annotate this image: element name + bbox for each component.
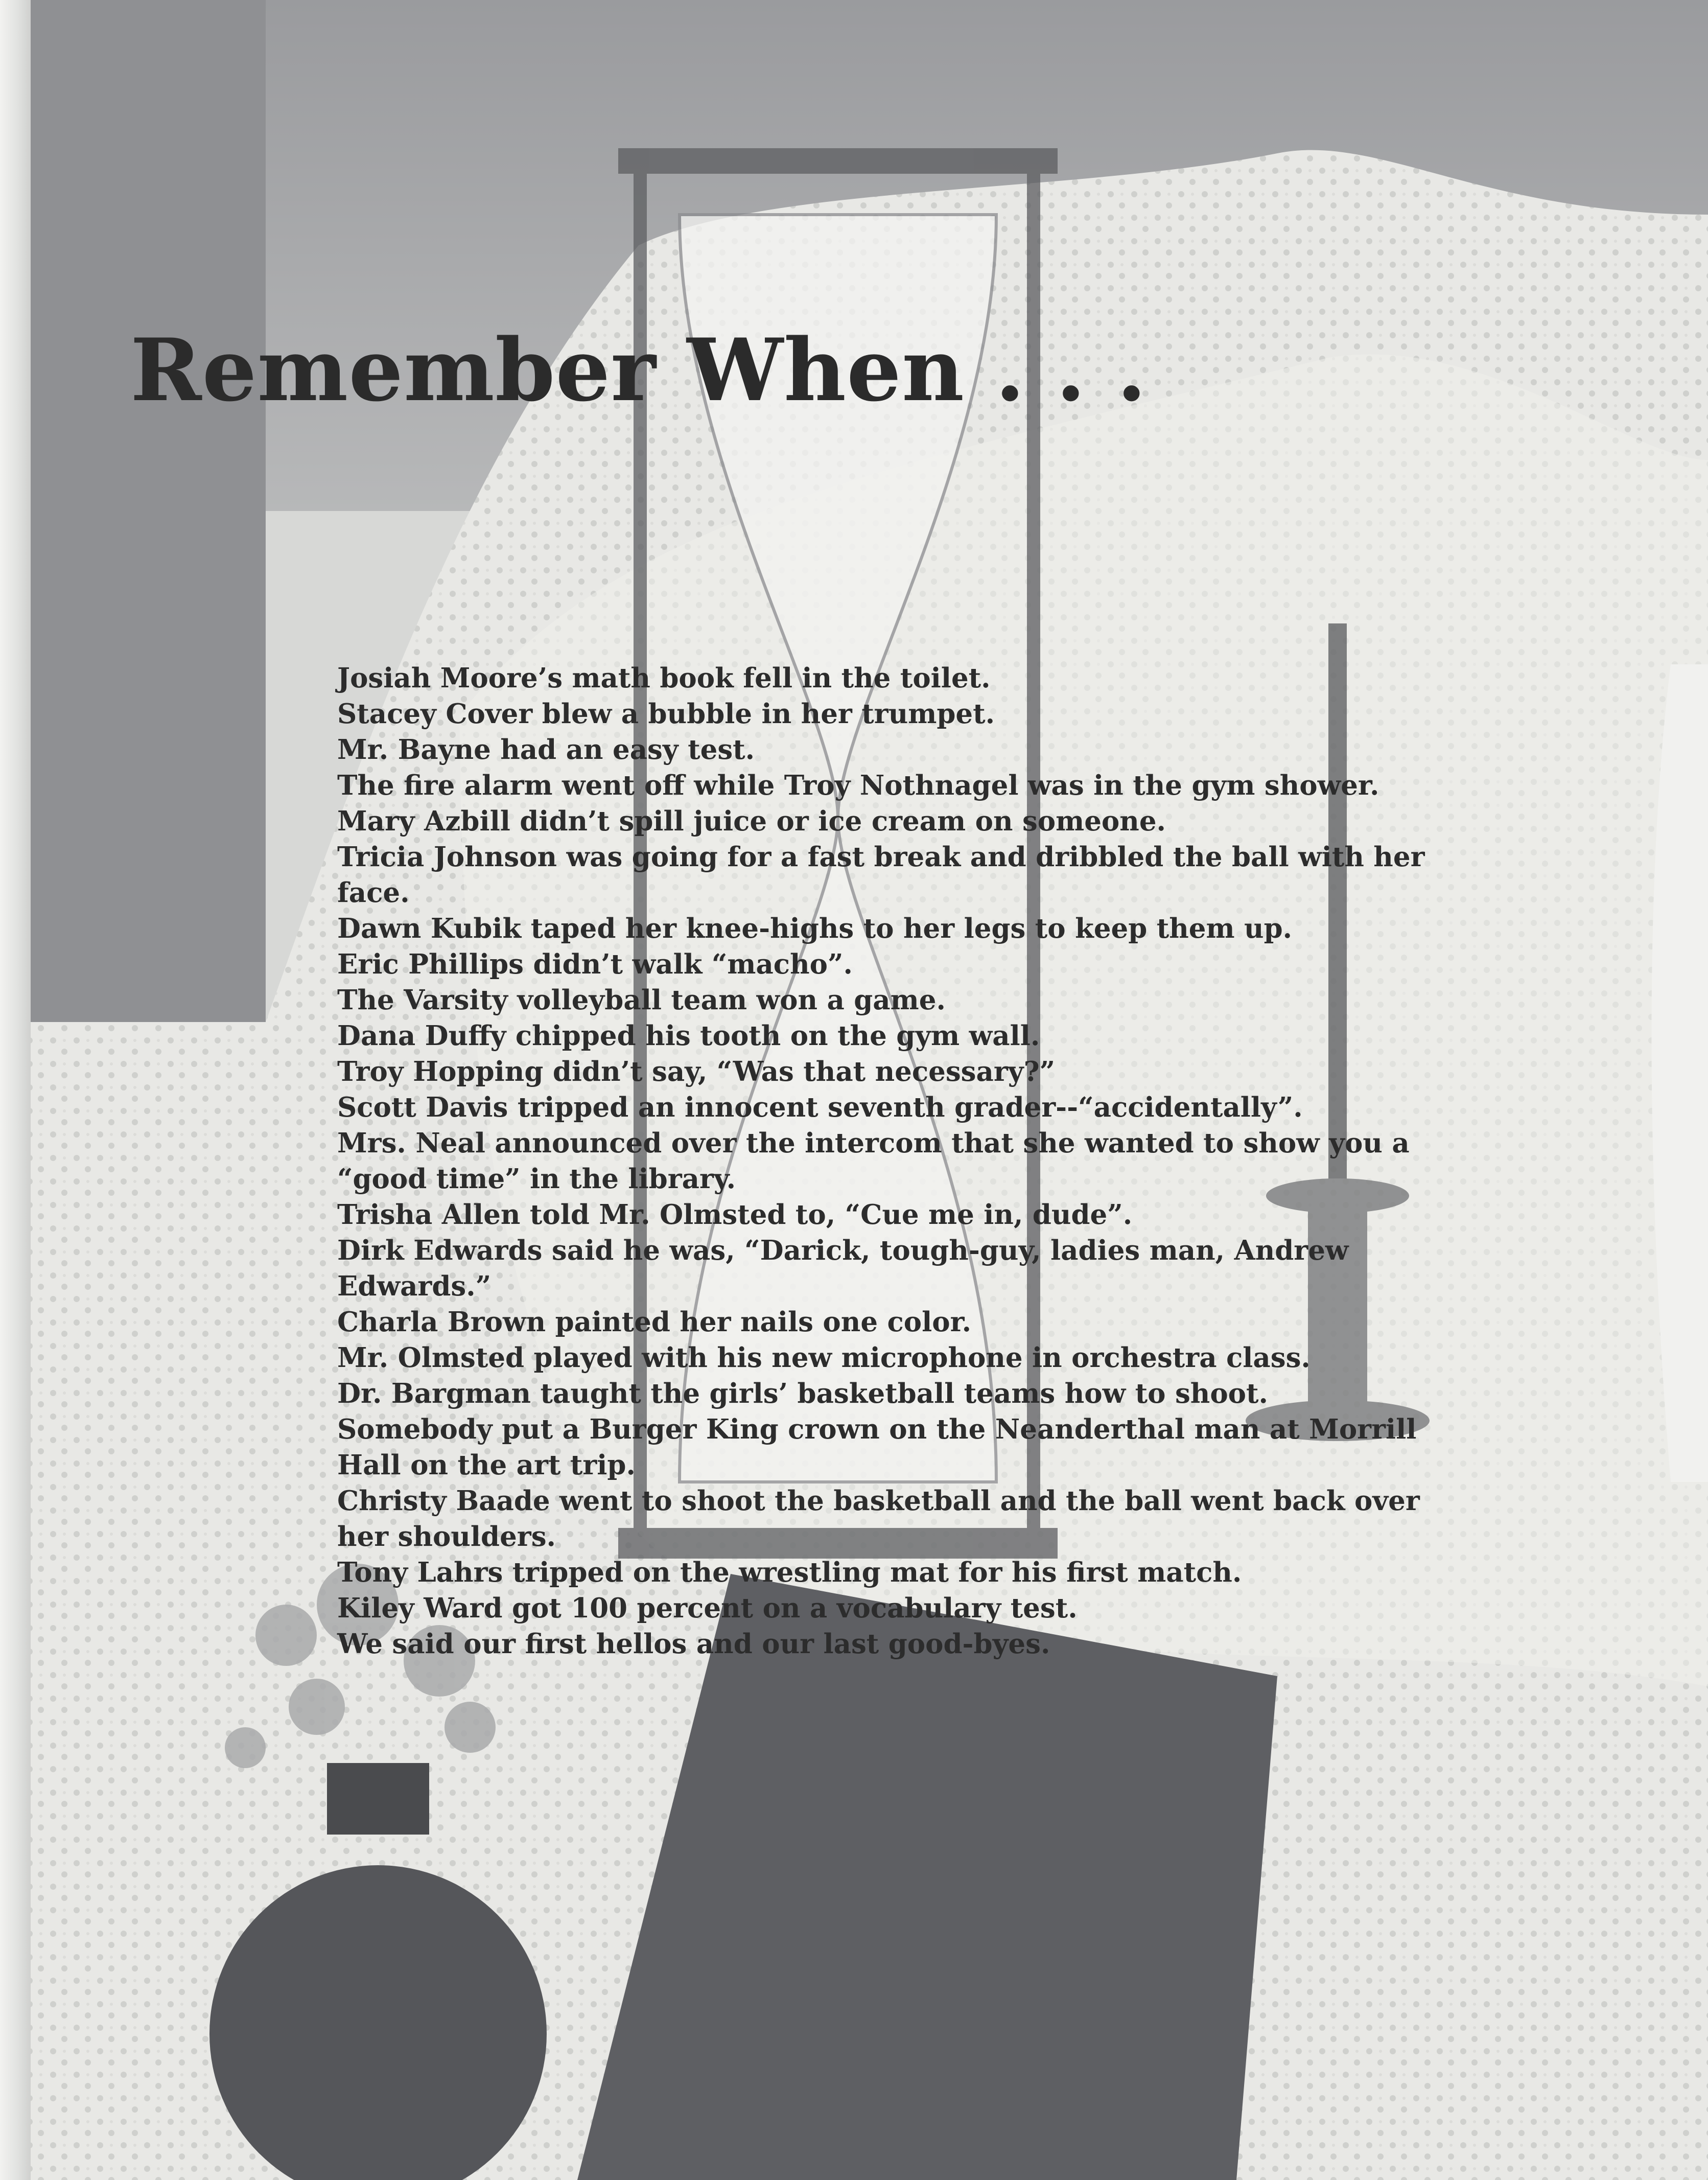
memory-item: Tricia Johnson was going for a fast break and dribbled the ball with her face. [337,841,1425,909]
memory-item: Dirk Edwards said he was, “Darick, tough-guy, ladies man, Andrew Edwards.” [337,1235,1349,1302]
memory-item: Trisha Allen told Mr. Olmsted to, “Cue me in, dude”. [337,1199,1133,1231]
memory-item: Somebody put a Burger King crown on the Neanderthal man at Morrill Hall on the art trip. [337,1413,1417,1481]
memories-list [337,660,1461,1662]
memory-item: Eric Phillips didn’t walk “macho”. [337,948,853,980]
memory-item: Scott Davis tripped an innocent seventh grader--“accidentally”. [337,1092,1303,1123]
memory-item: Christy Baade went to shoot the basketball and the ball went back over her shoulders. [337,1485,1420,1552]
binding-edge [0,0,31,2180]
memory-item: Dana Duffy chipped his tooth on the gym wall. [337,1020,1040,1052]
memory-item: Stacey Cover blew a bubble in her trumpet. [337,698,995,730]
memory-item: We said our first hellos and our last good-byes. [337,1628,1050,1660]
memory-item: Mr. Bayne had an easy test. [337,734,755,766]
memory-item: Charla Brown painted her nails one color. [337,1306,972,1338]
memory-item: Mr. Olmsted played with his new microphone in orchestra class. [337,1342,1311,1374]
memory-item: Dawn Kubik taped her knee-highs to her legs to keep them up. [337,913,1293,944]
memory-item: Mrs. Neal announced over the intercom that she wanted to show you a “good time” in the library. [337,1127,1410,1195]
memory-item: Tony Lahrs tripped on the wrestling mat for his first match. [337,1557,1242,1588]
memory-item: The fire alarm went off while Troy Nothnagel was in the gym shower. [337,770,1379,801]
memory-item: Kiley Ward got 100 percent on a vocabulary test. [337,1592,1078,1624]
memory-item: Troy Hopping didn’t say, “Was that necessary?” [337,1056,1056,1087]
memory-item: Dr. Bargman taught the girls’ basketball teams how to shoot. [337,1378,1268,1409]
memory-item: Mary Azbill didn’t spill juice or ice cream on someone. [337,805,1166,837]
page-title: Remember When . . . [130,319,1148,421]
left-wall-shadow [0,0,266,1022]
memory-item: Josiah Moore’s math book fell in the toilet. [337,662,991,694]
memory-item: The Varsity volleyball team won a game. [337,984,946,1016]
